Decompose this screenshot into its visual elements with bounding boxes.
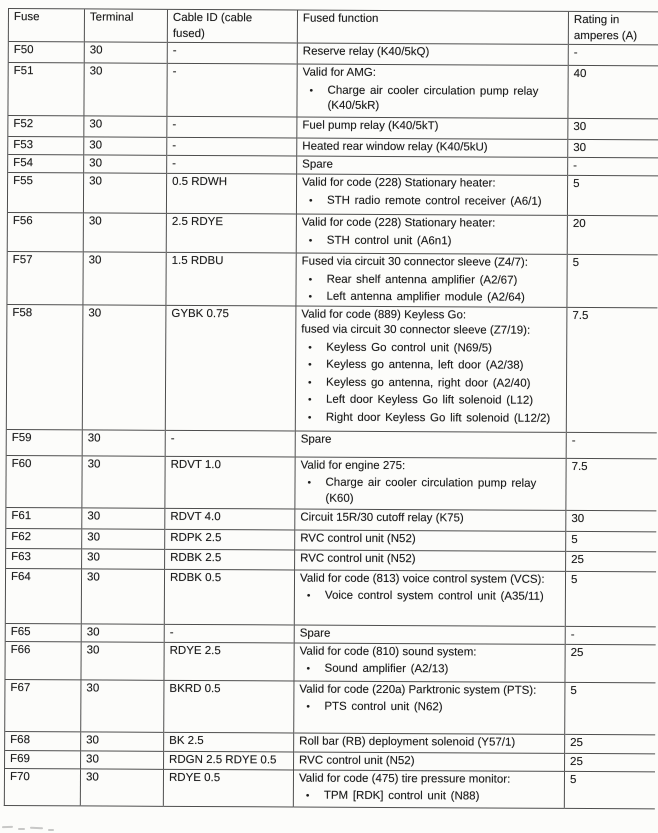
fuse-id-cell: F55 <box>7 173 83 213</box>
function-bullet-item <box>301 375 562 392</box>
function-bullet-text: Keyless Go control unit (N69/5) <box>326 341 493 355</box>
cable-id-cell: BK 2.5 <box>164 732 294 752</box>
function-bullet-item <box>301 290 562 307</box>
fused-function-cell <box>297 43 568 65</box>
fuse-table <box>4 8 658 809</box>
scan-artifact <box>2 826 13 828</box>
function-line: Circuit 15R/30 cutoff relay (K75) <box>300 511 464 524</box>
function-bullet-item <box>301 393 562 410</box>
fuse-id-cell: F62 <box>6 528 82 548</box>
fused-function-cell <box>294 681 565 734</box>
cable-id-cell: 1.5 RDBU <box>166 252 296 305</box>
terminal-cell: 30 <box>84 42 167 63</box>
rating-cell: 5 <box>565 571 655 626</box>
terminal-cell: 30 <box>83 213 166 252</box>
fused-function-cell <box>296 214 567 254</box>
function-bullet-item <box>302 193 563 210</box>
function-bullet-text: STH control unit (A6n1) <box>326 234 452 247</box>
fuse-id-cell: F52 <box>8 116 84 137</box>
table-row <box>5 641 655 682</box>
cable-id-cell: RDPK 2.5 <box>165 529 295 550</box>
rating-cell: 5 <box>566 531 656 551</box>
fuse-id-cell: F64 <box>5 568 81 623</box>
function-line: Valid for code (228) Stationary heater: <box>301 216 496 230</box>
function-line: RVC control unit (N52) <box>300 532 416 545</box>
cable-id-cell: RDVT 1.0 <box>165 456 295 509</box>
table-row <box>6 429 656 458</box>
terminal-cell: 30 <box>84 116 167 137</box>
table-row <box>5 679 655 734</box>
function-bullet-text: Keyless go antenna, left door (A2/38) <box>326 358 524 372</box>
function-bullet-text: Rear shelf antenna amplifier (A2/67) <box>326 273 518 287</box>
fuse-id-cell: F61 <box>6 507 82 528</box>
scan-artifact <box>18 828 25 830</box>
function-bullet-item <box>301 410 562 427</box>
function-line: Spare <box>300 433 332 446</box>
fuse-id-cell: F70 <box>4 768 80 805</box>
fused-function-cell <box>294 625 565 644</box>
function-bullet-text: Sound amplifier (A2/13) <box>324 662 449 676</box>
fused-function-cell <box>295 530 566 551</box>
terminal-cell: 30 <box>84 137 167 155</box>
rating-cell: 7.5 <box>566 458 656 510</box>
function-line: Heated rear window relay (K40/5kU) <box>302 140 488 154</box>
cable-id-cell: - <box>167 63 297 117</box>
table-header-row <box>8 9 658 45</box>
function-bullet-text: Right door Keyless Go lift solenoid (L12/2) <box>325 411 551 425</box>
cable-id-cell: RDYE 2.5 <box>164 642 294 681</box>
fused-function-cell <box>297 138 568 157</box>
fuse-id-cell: F60 <box>6 455 82 507</box>
function-bullet-item <box>299 789 560 806</box>
bullet-icon: • <box>308 291 313 303</box>
cable-id-cell: BKRD 0.5 <box>164 680 294 733</box>
fuse-id-cell: F68 <box>5 731 81 750</box>
function-line: RVC control unit (N52) <box>299 754 415 767</box>
terminal-cell: 30 <box>81 641 164 679</box>
function-line: Valid for code (889) Keyless Go: <box>301 308 467 321</box>
table-row <box>7 212 657 254</box>
terminal-cell: 30 <box>83 173 166 213</box>
function-line: Reserve relay (K40/5kQ) <box>302 45 430 59</box>
fuse-id-cell: F57 <box>7 251 83 304</box>
cable-id-cell: - <box>164 624 294 643</box>
fuse-id-cell: F56 <box>7 212 83 251</box>
function-bullet-text: Charge air cooler circulation pump relay (K60) <box>325 476 537 505</box>
rating-cell: 25 <box>565 734 655 753</box>
function-line: Valid for AMG: <box>302 66 376 79</box>
terminal-cell: 30 <box>81 679 164 731</box>
cable-id-cell: 2.5 RDYE <box>166 213 296 253</box>
cable-id-cell: RDVT 4.0 <box>165 508 295 530</box>
function-line: Spare <box>299 627 331 640</box>
rating-cell: - <box>568 44 658 65</box>
rating-cell: 5 <box>564 771 654 808</box>
terminal-cell: 30 <box>81 568 164 623</box>
function-bullet-item <box>302 233 563 250</box>
scan-artifact <box>48 829 54 831</box>
table-row <box>6 455 656 510</box>
bullet-icon: • <box>308 342 312 354</box>
table-row <box>7 173 657 216</box>
rating-cell: 7.5 <box>566 307 657 432</box>
rating-cell: - <box>565 626 655 644</box>
fuse-id-cell: F51 <box>8 63 84 116</box>
fused-function-cell <box>295 509 566 531</box>
cable-id-cell: - <box>167 42 297 64</box>
function-bullet-item <box>300 476 561 508</box>
fuse-id-cell: F58 <box>6 304 83 429</box>
rating-cell: 30 <box>568 118 658 139</box>
terminal-cell: 30 <box>80 768 163 805</box>
header-cell-terminal: Terminal <box>84 9 167 42</box>
header-cell-cable-id: Cable ID (cable fused) <box>167 9 297 43</box>
function-line: RVC control unit (N52) <box>300 552 416 565</box>
bullet-icon: • <box>308 274 313 286</box>
bullet-icon: • <box>308 235 313 247</box>
terminal-cell: 30 <box>82 528 165 548</box>
table-row <box>6 304 657 432</box>
fused-function-cell <box>296 253 567 307</box>
bullet-icon: • <box>307 412 312 424</box>
function-bullet-text: Voice control system control unit (A35/11) <box>324 589 544 603</box>
fuse-id-cell: F53 <box>8 137 84 155</box>
terminal-cell: 30 <box>81 731 164 750</box>
fused-function-cell <box>295 457 566 510</box>
function-bullet-item <box>302 83 563 115</box>
fuse-id-cell: F67 <box>5 679 81 731</box>
bullet-icon: • <box>306 590 311 602</box>
bullet-icon: • <box>305 790 310 802</box>
function-bullet-text: Left door Keyless Go lift solenoid (L12) <box>325 393 534 407</box>
bullet-icon: • <box>307 477 312 489</box>
terminal-cell: 30 <box>81 623 164 641</box>
fused-function-cell <box>295 431 566 458</box>
terminal-cell: 30 <box>82 429 165 455</box>
function-bullet-item <box>300 589 561 606</box>
terminal-cell: 30 <box>84 155 167 173</box>
fused-function-cell <box>293 770 564 808</box>
terminal-cell: 30 <box>84 63 167 116</box>
function-bullet-text: Left antenna amplifier module (A2/64) <box>326 290 525 304</box>
fuse-table-header <box>8 9 658 45</box>
cable-id-cell: RDYE 0.5 <box>163 769 293 807</box>
function-line: Valid for engine 275: <box>300 459 406 472</box>
function-bullet-text: PTS control unit (N62) <box>324 700 443 714</box>
fused-function-cell <box>297 117 568 139</box>
function-bullet-text: STH radio remote control receiver (A6/1) <box>326 194 542 208</box>
fuse-id-cell: F50 <box>8 42 84 63</box>
scan-artifact <box>30 827 43 829</box>
rating-cell: 25 <box>565 753 655 771</box>
fused-function-cell <box>295 306 567 432</box>
bullet-icon: • <box>308 195 313 207</box>
fuse-id-cell: F54 <box>8 155 84 173</box>
terminal-cell: 30 <box>82 304 166 429</box>
fused-function-cell <box>294 752 565 771</box>
rating-cell: 40 <box>568 65 658 118</box>
terminal-cell: 30 <box>81 750 164 768</box>
cable-id-cell: 0.5 RDWH <box>166 173 296 214</box>
function-bullet-text: Keyless go antenna, right door (A2/40) <box>326 376 531 390</box>
rating-cell: 25 <box>565 644 655 682</box>
table-row <box>4 768 654 808</box>
cable-id-cell: RDBK 2.5 <box>165 549 295 570</box>
cable-id-cell: - <box>165 430 295 457</box>
function-line: Roll bar (RB) deployment solenoid (Y57/1) <box>299 735 516 749</box>
function-line: Valid for code (220a) Parktronic system (PTS): <box>299 683 537 697</box>
fused-function-cell <box>294 570 565 626</box>
function-line: Spare <box>302 158 333 171</box>
scanned-fuse-chart-page <box>4 8 658 809</box>
function-bullet-item <box>300 662 561 679</box>
rating-cell: - <box>566 432 656 458</box>
bullet-icon: • <box>309 85 314 97</box>
table-row <box>5 568 655 626</box>
function-line: Valid for code (810) sound system: <box>299 645 477 658</box>
fuse-id-cell: F63 <box>6 548 82 568</box>
function-line: Valid for code (475) tire pressure monitor: <box>298 772 511 786</box>
terminal-cell: 30 <box>82 455 165 507</box>
terminal-cell: 30 <box>82 548 165 568</box>
header-cell-rating: Rating in amperes (A) <box>568 11 658 44</box>
fused-function-cell <box>296 174 567 215</box>
function-line: Fused via circuit 30 connector sleeve (Z4/7): <box>301 255 528 269</box>
cable-id-cell: RDGN 2.5 RDYE 0.5 <box>164 751 294 770</box>
fused-function-cell <box>294 733 565 753</box>
terminal-cell: 30 <box>82 507 165 528</box>
cable-id-cell: RDBK 0.5 <box>164 569 294 625</box>
fused-function-cell <box>297 156 568 175</box>
fused-function-cell <box>297 64 568 118</box>
function-line: Valid for code (813) voice control system (VCS): <box>299 572 545 586</box>
header-cell-fuse: Fuse <box>8 9 84 42</box>
function-bullet-item <box>299 700 560 717</box>
rating-cell: 5 <box>567 254 657 307</box>
rating-cell: - <box>568 157 658 175</box>
cable-id-cell: GYBK 0.75 <box>165 305 296 431</box>
fuse-id-cell: F65 <box>5 623 81 641</box>
rating-cell: 25 <box>566 551 656 571</box>
terminal-cell: 30 <box>83 252 166 305</box>
fused-function-cell <box>294 643 565 682</box>
rating-cell: 5 <box>565 682 655 734</box>
table-row <box>8 63 658 119</box>
bullet-icon: • <box>307 394 312 406</box>
function-bullet-item <box>301 358 562 375</box>
function-line: Fuel pump relay (K40/5kT) <box>302 119 439 133</box>
function-bullet-text: TPM [RDK] control unit (N88) <box>323 789 480 803</box>
fuse-id-cell: F66 <box>5 641 81 679</box>
cable-id-cell: - <box>167 155 297 174</box>
bullet-icon: • <box>308 377 312 389</box>
rating-cell: 30 <box>568 139 658 157</box>
fuse-id-cell: F59 <box>6 429 82 455</box>
bullet-icon: • <box>306 701 310 713</box>
header-cell-fused-function: Fused function <box>297 10 568 44</box>
rating-cell: 20 <box>567 215 657 254</box>
cable-id-cell: - <box>167 116 297 138</box>
function-line: Valid for code (228) Stationary heater: <box>302 176 496 190</box>
bullet-icon: • <box>306 663 311 675</box>
fuse-table-body <box>4 42 658 809</box>
function-bullet-text: Charge air cooler circulation pump relay (K40/5kR) <box>327 84 539 112</box>
function-bullet-item <box>302 272 563 289</box>
cable-id-cell: - <box>167 137 297 156</box>
function-bullet-item <box>301 340 562 357</box>
rating-cell: 30 <box>566 510 656 531</box>
table-row <box>7 251 657 307</box>
bullet-icon: • <box>308 359 312 371</box>
fused-function-cell <box>295 550 566 571</box>
fuse-id-cell: F69 <box>5 750 81 768</box>
function-line: fused via circuit 30 connector sleeve (Z7/19): <box>301 323 531 337</box>
rating-cell: 5 <box>567 175 657 215</box>
